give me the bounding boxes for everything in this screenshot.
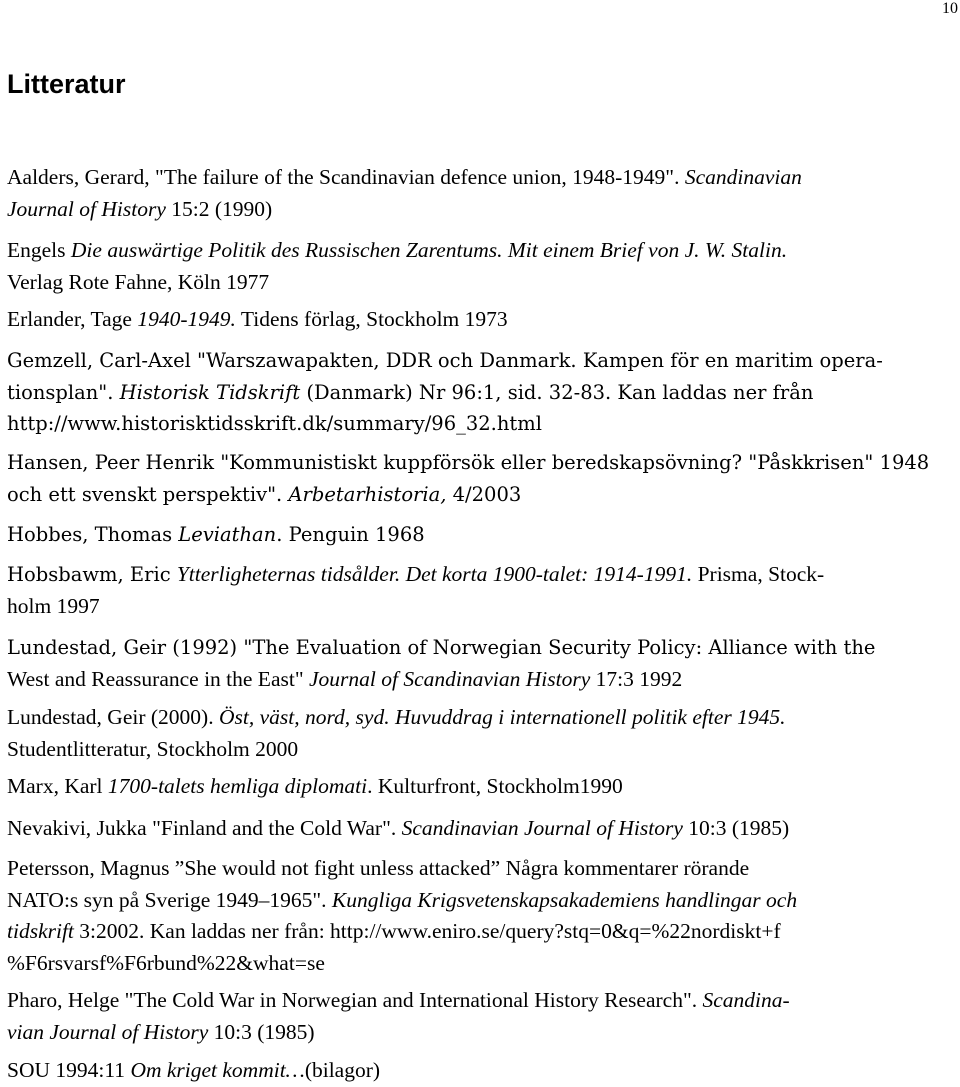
ref-journal: Kungliga Krigsvetenskapsakademiens handlingar och — [331, 887, 798, 912]
reference-lundestad-2000 — [7, 702, 953, 765]
reference-pharo — [7, 985, 953, 1048]
ref-text: West and Reassurance in the East" — [7, 666, 309, 691]
ref-text: 10:3 (1985) — [682, 816, 790, 840]
ref-text: Aalders, Gerard, "The failure of the Scandinavian defence union, 1948-1949". — [7, 165, 685, 189]
ref-text: Petersson, Magnus ”She would not fight unless attacked” Några kommentarer rörande — [7, 856, 750, 880]
ref-journal: Historisk Tidskrift — [119, 380, 301, 404]
reference-gemzell — [7, 345, 953, 440]
reference-hansen — [7, 447, 953, 510]
ref-journal: vian Journal of History — [7, 1019, 209, 1044]
ref-url: 3:2002. Kan laddas ner från: http://www.eniro.se/query?stq=0&q=%22nordiskt+f — [73, 919, 781, 943]
ref-text: 15:2 (1990) — [165, 196, 273, 221]
ref-title: Die auswärtige Politik des Russischen Zarentums. Mit einem Brief von J. W. Stalin. — [70, 238, 788, 262]
ref-url: http://www.historisktidsskrift.dk/summary/96_32.html — [7, 412, 542, 435]
reference-lundestad-1992 — [7, 632, 953, 695]
ref-text: NATO:s syn på Sverige 1949–1965". — [7, 887, 332, 912]
ref-text: Engels — [7, 238, 71, 262]
ref-text: 10:3 (1985) — [208, 1019, 315, 1044]
ref-text: . Penguin 1968 — [276, 523, 425, 546]
ref-journal: Scandinavian Journal of History — [401, 816, 683, 840]
reference-nevakivi — [7, 813, 953, 845]
ref-text: (bilagor) — [304, 1058, 381, 1082]
ref-journal: tidskrift — [7, 919, 74, 943]
ref-journal: Scandinavian — [684, 165, 802, 189]
reference-petersson — [7, 853, 953, 979]
ref-title: Ytterligheternas tidsålder. Det korta 1900-talet: 1914-1991. — [176, 562, 693, 586]
ref-text: Pharo, Helge "The Cold War in Norwegian and International History Research". — [7, 988, 703, 1012]
ref-journal: Journal of History — [7, 196, 166, 221]
page-number: 10 — [942, 0, 958, 17]
ref-title: 1940-1949. — [137, 307, 236, 331]
ref-url: %F6rsvarsf%F6rbund%22&what=se — [7, 950, 325, 975]
ref-text: Prisma, Stock- — [692, 562, 825, 586]
ref-text: Hansen, Peer Henrik "Kommunistiskt kuppförsök eller beredskapsövning? "Påskkrisen" 1948 — [7, 451, 930, 474]
ref-title: Om kriget kommit… — [130, 1058, 305, 1082]
ref-text: 4/2003 — [446, 482, 522, 506]
ref-text: Studentlitteratur, Stockholm 2000 — [7, 736, 299, 761]
reference-hobbes — [7, 519, 953, 551]
ref-title: 1700-talets hemliga diplomati — [107, 774, 368, 798]
reference-marx — [7, 771, 953, 803]
reference-engels — [7, 235, 953, 298]
ref-text: 17:3 1992 — [590, 666, 683, 691]
ref-text: Nevakivi, Jukka "Finland and the Cold War". — [7, 816, 402, 840]
ref-text: Lundestad, Geir (2000). — [7, 705, 219, 729]
reference-sou — [7, 1055, 953, 1087]
ref-text: Hobsbawm, Eric — [7, 563, 177, 586]
ref-text: Gemzell, Carl-Axel "Warszawapakten, DDR och Danmark. Kampen för en maritim opera- — [7, 349, 883, 372]
ref-journal: Arbetarhistoria, — [288, 482, 447, 506]
reference-erlander — [7, 304, 953, 336]
ref-text: Verlag Rote Fahne, Köln 1977 — [7, 269, 270, 294]
ref-text: SOU 1994:11 — [7, 1058, 131, 1082]
ref-journal: Scandina- — [702, 988, 790, 1012]
ref-text: Tidens förlag, Stockholm 1973 — [235, 307, 508, 331]
reference-hobsbawm — [7, 559, 953, 622]
ref-text: (Danmark) Nr 96:1, sid. 32-83. Kan laddas ner från — [300, 380, 814, 404]
ref-text: Erlander, Tage — [7, 307, 138, 331]
reference-aalders — [7, 162, 953, 225]
ref-title: Öst, väst, nord, syd. Huvuddrag i internationell politik efter 1945. — [218, 705, 786, 729]
ref-text: Lundestad, Geir (1992) "The Evaluation of Norwegian Security Policy: Alliance with the — [7, 636, 876, 659]
ref-text: Hobbes, Thomas — [7, 523, 179, 546]
ref-text: Marx, Karl — [7, 774, 108, 798]
ref-text: . Kulturfront, Stockholm1990 — [367, 774, 623, 798]
ref-text: holm 1997 — [7, 593, 100, 618]
ref-journal: Journal of Scandinavian History — [308, 666, 591, 691]
page-title: Litteratur — [7, 69, 126, 99]
ref-title: Leviathan — [178, 523, 277, 546]
ref-text: och ett svenskt perspektiv". — [7, 482, 289, 506]
ref-text: tionsplan". — [7, 380, 120, 404]
